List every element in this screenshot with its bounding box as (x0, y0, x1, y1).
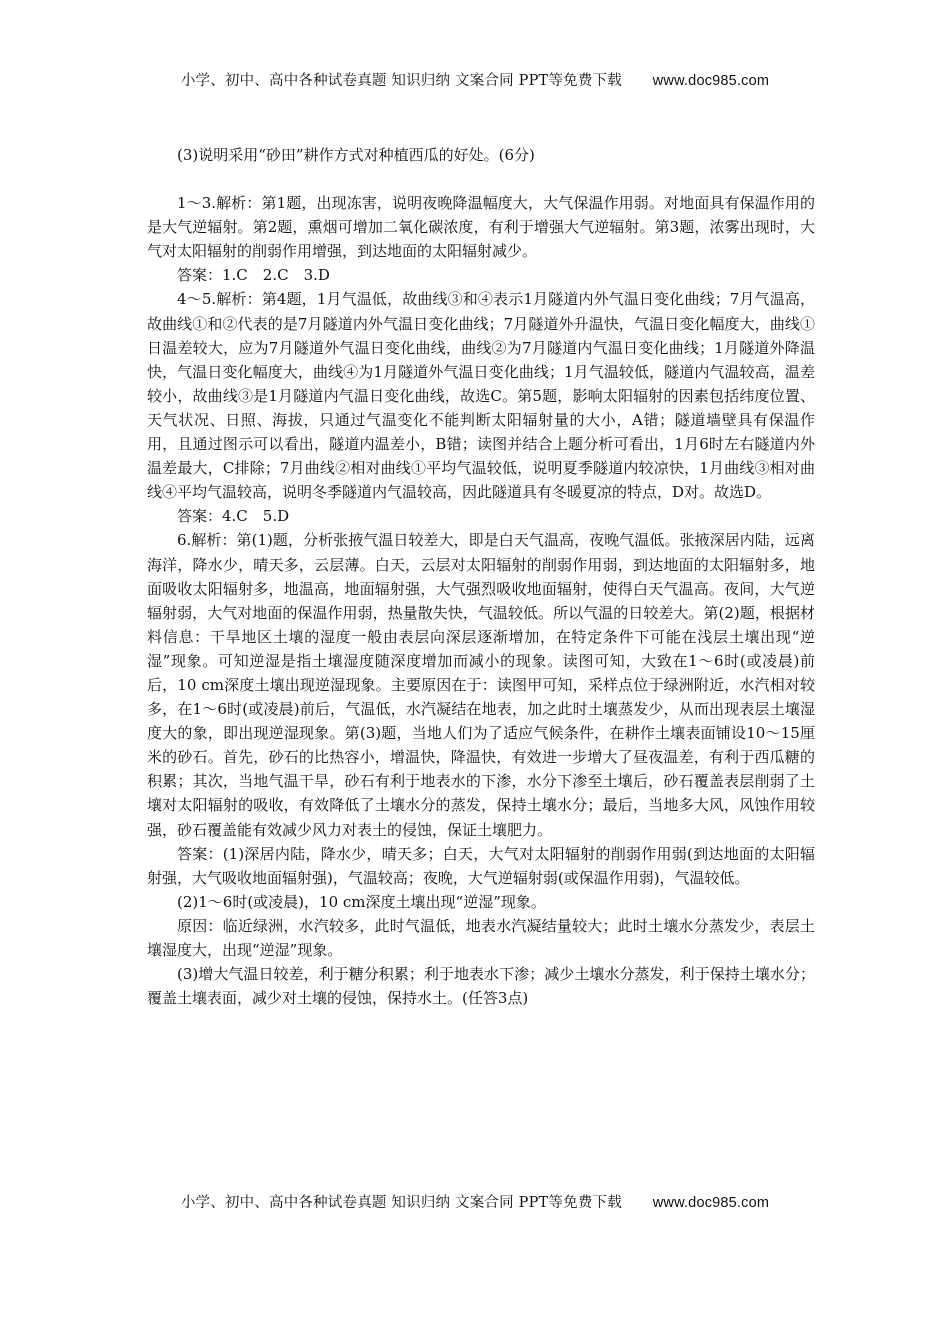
header-url[interactable]: www.doc985.com (652, 73, 770, 89)
answer-section (147, 191, 815, 1010)
answer-6-3: (3)增大气温日较差，利于糖分积累；利于地表水下渗；减少土壤水分蒸发，利于保持土壤水分；覆盖土壤表面，减少对土壤的侵蚀，保持水土。(任答3点) (147, 965, 815, 1008)
question-3: (3)说明采用“砂田”耕作方式对种植西瓜的好处。(6分) (177, 146, 535, 164)
answer-1-3: 答案：1.C 2.C 3.D (177, 266, 330, 285)
footer-url[interactable]: www.doc985.com (652, 1195, 770, 1211)
page-header (0, 69, 950, 90)
answer-6-1: 答案：(1)深居内陆，降水少，晴天多；白天，大气对太阳辐射的削弱作用弱(到达地面的太阳辐射强，大气吸收地面辐射强)，气温较高；夜晚，大气逆辐射弱(或保温作用弱)，气温较低。 (147, 844, 815, 887)
answer-4-5: 答案：4.C 5.D (177, 507, 290, 526)
header-text: 小学、初中、高中各种试卷真题 知识归纳 文案合同 PPT等免费下载 (180, 73, 622, 89)
document-body (147, 143, 815, 1010)
answer-6-2-reason: 原因：临近绿洲，水汽较多，此时气温低，地表水汽凝结量较大；此时土壤水分蒸发少，表层土壤湿度大，出现“逆湿”现象。 (147, 916, 815, 959)
footer-text: 小学、初中、高中各种试卷真题 知识归纳 文案合同 PPT等免费下载 (180, 1195, 622, 1211)
analysis-1-3: 1～3.解析：第1题，出现冻害，说明夜晚降温幅度大，大气保温作用弱。对地面具有保温作用的是大气逆辐射。第2题，熏烟可增加二氧化碳浓度，有利于增强大气逆辐射。第3题，浓雾出现时，大气对太阳辐射的削弱作用增强，到达地面的太阳辐射减少。 (147, 194, 815, 261)
page-footer (0, 1191, 950, 1212)
analysis-4-5: 4～5.解析：第4题，1月气温低，故曲线③和④表示1月隧道内外气温日变化曲线；7月气温高，故曲线①和②代表的是7月隧道内外气温日变化曲线；7月隧道外升温快，气温日变化幅度大，曲线①日温差较大，应为7月隧道外气温日变化曲线，曲线②为7月隧道内气温日变化曲线；1月隧道外降温快，气温日变化幅度大，曲线④为1月隧道外气温日变化曲线；1月气温较低，隧道内气温较高，温差较小，故曲线③是1月隧道内气温日变化曲线，故选C。第5题，影响太阳辐射的因素包括纬度位置、天气状况、日照、海拔，只通过气温变化不能判断太阳辐射量的大小，A错；隧道墙壁具有保温作用，且通过图示可以看出，隧道内温差小，B错；读图并结合上题分析可看出，1月6时左右隧道内外温差最大，C排除；7月曲线②相对曲线①平均气温较低，说明夏季隧道内较凉快，1月曲线③相对曲线④平均气温较高，说明冬季隧道内气温较高，因此隧道具有冬暖夏凉的特点，D对。故选D。 (147, 290, 815, 502)
answer-6-2: (2)1～6时(或凌晨)，10 cm深度土壤出现“逆湿”现象。 (177, 892, 546, 911)
analysis-6: 6.解析：第(1)题，分析张掖气温日较差大，即是白天气温高，夜晚气温低。张掖深居内陆，远离海洋，降水少，晴天多，云层薄。白天，云层对太阳辐射的削弱作用弱，到达地面的太阳辐射多，地面吸收太阳辐射多，地温高，地面辐射强，大气强烈吸收地面辐射，使得白天气温高。夜间，大气逆辐射弱，大气对地面的保温作用弱，热量散失快，气温较低。所以气温的日较差大。第(2)题，根据材料信息：干旱地区土壤的湿度一般由表层向深层逐渐增加，在特定条件下可能在浅层土壤出现“逆湿”现象。可知逆湿是指土壤湿度随深度增加而减小的现象。读图可知，大致在1～6时(或凌晨)前后，10 cm深度土壤出现逆湿现象。主要原因在于：读图甲可知，采样点位于绿洲附近，水汽相对较多，在1～6时(或凌晨)前后，气温低，水汽凝结在地表，加之此时土壤蒸发少，从而出现表层土壤湿度大的象，即出现逆湿现象。第(3)题，当地人们为了适应气候条件，在耕作土壤表面铺设10～15厘米的砂石。首先，砂石的比热容小，增温快，降温快，有效进一步增大了昼夜温差，有利于西瓜糖的积累；其次，当地气温干旱，砂石有利于地表水的下渗，水分下渗至土壤后，砂石覆盖表层削弱了土壤对太阳辐射的吸收，有效降低了土壤水分的蒸发，保持土壤水分；最后，当地多大风，风蚀作用较强，砂石覆盖能有效减少风力对表土的侵蚀，保证土壤肥力。 (147, 531, 815, 839)
